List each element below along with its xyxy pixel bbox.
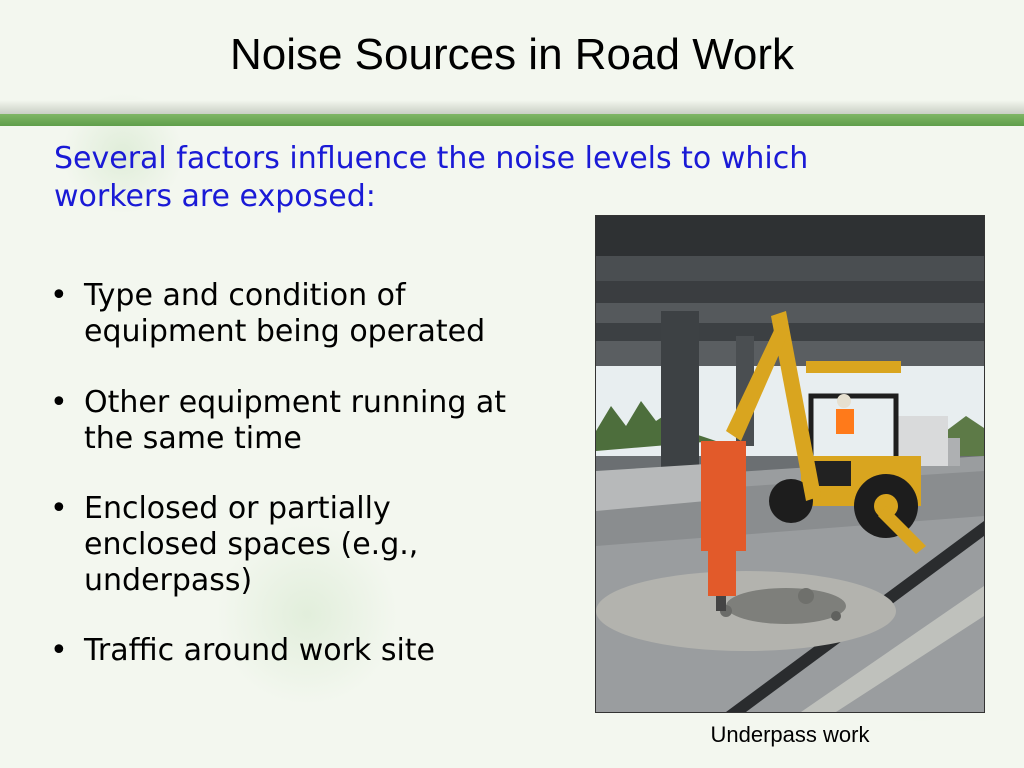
bullet-item [46, 385, 566, 457]
photo-caption: Underpass work [710, 722, 870, 747]
bullet-text: Traffic around work site [84, 633, 436, 668]
underpass-work-photo [595, 215, 985, 713]
bullet-item [46, 278, 566, 350]
title-divider [0, 100, 1024, 126]
bullet-dot: • [50, 491, 68, 526]
bullet-dot: • [50, 278, 68, 313]
bullet-item [46, 491, 566, 599]
bullet-text: Enclosed or partially enclosed spaces (e.g., underpass) [84, 491, 419, 598]
slide-title: Noise Sources in Road Work [229, 30, 795, 79]
bullet-text: Type and condition of equipment being operated [84, 278, 486, 349]
bullet-dot: • [50, 385, 68, 420]
bullet-item [46, 633, 566, 669]
bullet-list [46, 278, 566, 669]
intro-text: Several factors influence the noise levels to which workers are exposed: [54, 141, 809, 214]
bullet-text: Other equipment running at the same time [84, 385, 507, 456]
bullet-dot: • [50, 633, 68, 668]
